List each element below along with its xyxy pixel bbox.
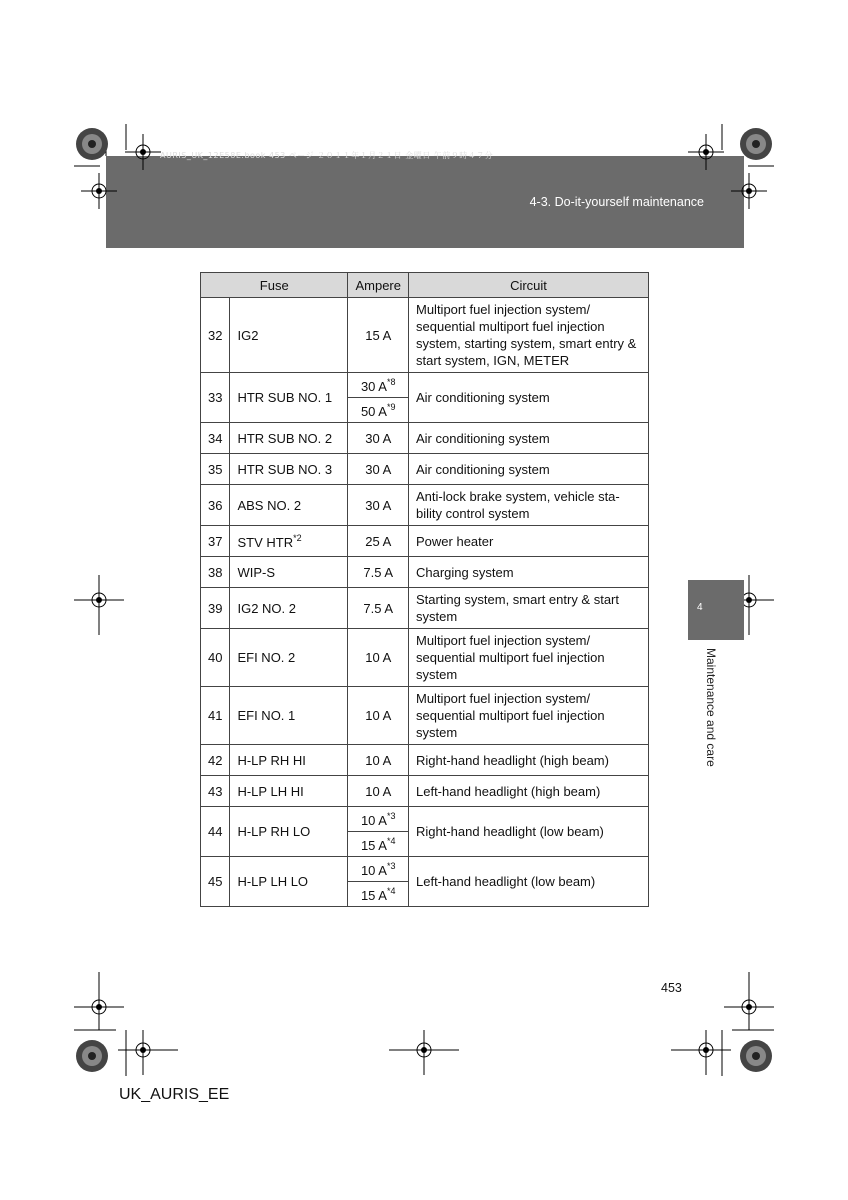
ampere-cell [348, 454, 409, 485]
section-title: 4-3. Do-it-yourself maintenance [529, 195, 704, 209]
fuse-name-cell [230, 745, 348, 776]
ampere-value: 10 A [360, 812, 387, 828]
footnote-marker: *8 [386, 376, 396, 387]
table-row [201, 687, 649, 745]
chapter-label: Maintenance and care [704, 648, 718, 767]
fuse-name-cell [230, 857, 348, 907]
footnote-marker: *4 [386, 835, 396, 846]
ampere-value: 7.5 A [363, 600, 394, 616]
footnote-marker: *2 [293, 532, 302, 543]
fuse-name-cell [230, 776, 348, 807]
fuse-name-cell [230, 687, 348, 745]
ampere-cell [348, 398, 409, 423]
ampere-value: 15 A [365, 327, 392, 343]
fuse-number: 41 [201, 687, 230, 745]
fuse-name: IG2 [237, 327, 259, 343]
ampere-cell [348, 557, 409, 588]
ampere-cell [348, 588, 409, 629]
fuse-name-cell [230, 298, 348, 373]
ampere-value: 10 A [365, 783, 392, 799]
ampere-cell [348, 423, 409, 454]
table-row [201, 588, 649, 629]
table-row [201, 423, 649, 454]
fuse-name: STV HTR [237, 534, 294, 550]
fuse-number: 36 [201, 485, 230, 526]
circuit-description: Starting system, smart entry & start system [409, 588, 649, 629]
table-row [201, 298, 649, 373]
circuit-description: Left-hand headlight (low beam) [409, 857, 649, 907]
ampere-value: 7.5 A [363, 564, 394, 580]
footer-code: UK_AURIS_EE [119, 1086, 230, 1103]
ampere-cell [348, 298, 409, 373]
fuse-name: H-LP LH LO [237, 874, 309, 889]
fuse-number: 34 [201, 423, 230, 454]
ampere-cell [348, 629, 409, 687]
chapter-tab [688, 580, 744, 640]
circuit-description: Anti-lock brake system, vehicle sta-bility control system [409, 485, 649, 526]
ampere-value: 10 A [365, 708, 392, 723]
fuse-table-body [201, 298, 649, 907]
fuse-name: H-LP LH HI [237, 783, 304, 799]
fuse-number: 33 [201, 373, 230, 423]
fuse-name: HTR SUB NO. 1 [237, 390, 333, 405]
ampere-value: 25 A [365, 533, 392, 549]
fuse-name: WIP-S [237, 564, 276, 580]
ampere-value: 15 A [360, 887, 387, 903]
fuse-name: H-LP RH LO [237, 824, 311, 839]
fuse-number: 45 [201, 857, 230, 907]
ampere-cell [348, 882, 409, 907]
ampere-value: 50 A [360, 403, 387, 419]
ampere-cell [348, 485, 409, 526]
fuse-name-cell [230, 485, 348, 526]
circuit-description: Right-hand headlight (high beam) [409, 745, 649, 776]
fuse-number: 43 [201, 776, 230, 807]
table-row [201, 454, 649, 485]
fuse-table [200, 272, 649, 907]
circuit-description: Multiport fuel injection system/ sequential multiport fuel injection system, starting system, smart entry & start system, IGN, METER [409, 298, 649, 373]
fuse-number: 37 [201, 526, 230, 557]
fuse-name-cell [230, 588, 348, 629]
ampere-value: 10 A [365, 650, 392, 665]
ampere-value: 10 A [365, 752, 392, 768]
circuit-description: Power heater [409, 526, 649, 557]
ampere-cell [348, 526, 409, 557]
table-row [201, 373, 649, 398]
fuse-name: HTR SUB NO. 2 [237, 430, 333, 446]
fuse-name-cell [230, 807, 348, 857]
fuse-name: HTR SUB NO. 3 [237, 461, 333, 477]
table-row [201, 807, 649, 832]
fuse-number: 42 [201, 745, 230, 776]
fuse-number: 39 [201, 588, 230, 629]
circuit-description: Charging system [409, 557, 649, 588]
ampere-cell [348, 832, 409, 857]
circuit-description: Multiport fuel injection system/ sequential multiport fuel injection system [409, 629, 649, 687]
footnote-marker: *4 [386, 885, 396, 896]
fuse-number: 35 [201, 454, 230, 485]
table-row [201, 629, 649, 687]
ampere-value: 10 A [360, 862, 387, 878]
ampere-cell [348, 373, 409, 398]
fuse-name: EFI NO. 2 [237, 650, 296, 665]
book-info-line: AURIS_UK_12E58E.book 453 ページ ２０１１年１月２１日 金曜日 午前９時４７分 [160, 151, 494, 160]
table-row [201, 485, 649, 526]
fuse-name: IG2 NO. 2 [237, 600, 296, 616]
fuse-number: 38 [201, 557, 230, 588]
footnote-marker: *9 [386, 401, 396, 412]
page-number: 453 [661, 981, 682, 995]
table-row [201, 745, 649, 776]
ampere-cell [348, 807, 409, 832]
fuse-name-cell [230, 454, 348, 485]
ampere-value: 30 A [365, 497, 392, 513]
fuse-name: ABS NO. 2 [237, 497, 302, 513]
header-ampere: Ampere [348, 273, 409, 298]
fuse-number: 44 [201, 807, 230, 857]
fuse-name-cell [230, 557, 348, 588]
circuit-description: Right-hand headlight (low beam) [409, 807, 649, 857]
table-header-row [201, 273, 649, 298]
ampere-cell [348, 687, 409, 745]
header-fuse: Fuse [201, 273, 348, 298]
fuse-number: 40 [201, 629, 230, 687]
chapter-number: 4 [697, 602, 703, 613]
circuit-description: Left-hand headlight (high beam) [409, 776, 649, 807]
circuit-description: Multiport fuel injection system/ sequential multiport fuel injection system [409, 687, 649, 745]
fuse-name-cell [230, 629, 348, 687]
ampere-value: 30 A [365, 461, 392, 477]
fuse-name: H-LP RH HI [237, 752, 306, 768]
header-circuit: Circuit [409, 273, 649, 298]
footnote-marker: *3 [386, 860, 396, 871]
ampere-cell [348, 857, 409, 882]
ampere-value: 30 A [365, 430, 392, 446]
ampere-value: 30 A [360, 378, 387, 394]
circuit-description: Air conditioning system [409, 373, 649, 423]
footnote-marker: *3 [386, 810, 396, 821]
table-row [201, 557, 649, 588]
table-row [201, 857, 649, 882]
fuse-name: EFI NO. 1 [237, 708, 296, 723]
ampere-cell [348, 776, 409, 807]
table-row [201, 526, 649, 557]
fuse-name-cell [230, 423, 348, 454]
fuse-name-cell [230, 373, 348, 423]
fuse-name-cell [230, 526, 348, 557]
ampere-cell [348, 745, 409, 776]
fuse-number: 32 [201, 298, 230, 373]
table-row [201, 776, 649, 807]
circuit-description: Air conditioning system [409, 454, 649, 485]
ampere-value: 15 A [360, 837, 387, 853]
circuit-description: Air conditioning system [409, 423, 649, 454]
